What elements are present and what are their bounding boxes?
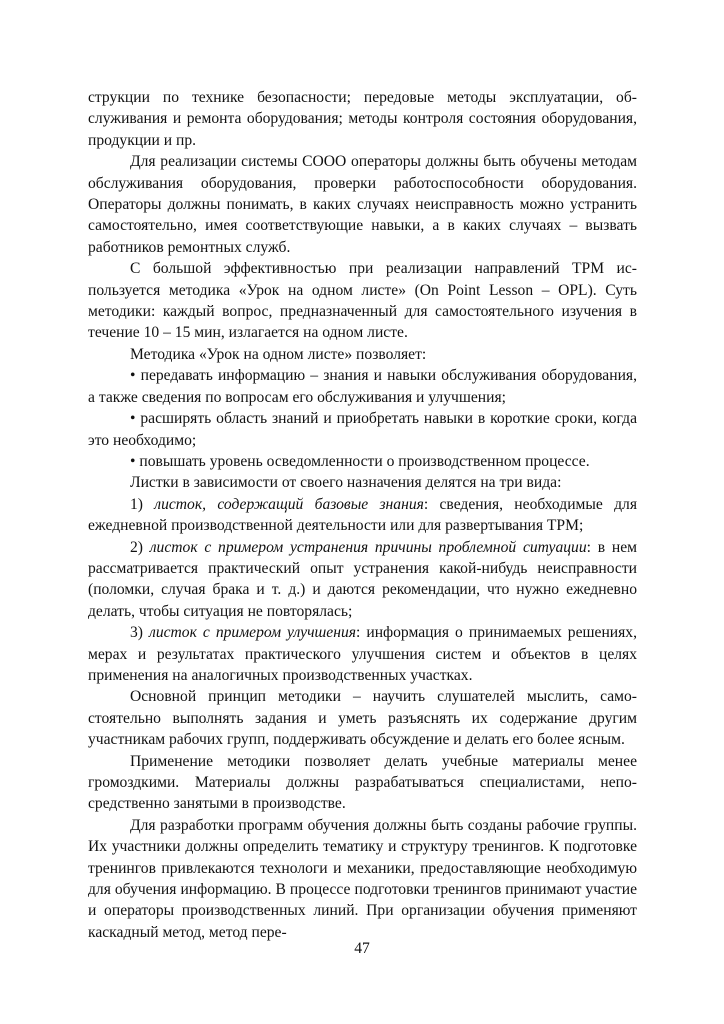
text-run: Листки в зависимости от своего назначения делятся на три вида: xyxy=(130,474,562,492)
paragraph xyxy=(88,472,637,493)
paragraph xyxy=(88,686,637,750)
paragraph xyxy=(88,815,637,943)
text-run: • передавать информацию – знания и навыки обслуживания оборудования, а также сведения по вопросам его обслуживания и улучшения; xyxy=(88,367,637,406)
text-run: : в нем рассматривается практический опыт устранения какой-нибудь неисправности (поломки, случая брака и т. д.) и даются рекомендации, что нужно ежедневно делать, чтобы ситуация не повторялась; xyxy=(88,538,637,620)
body-text xyxy=(88,87,637,943)
list-item xyxy=(88,408,637,451)
paragraph xyxy=(88,151,637,258)
text-run: Применение методики позволяет делать учебные материалы менее громоздкими. Материалы должны разрабатываться специалистами, непосредственно занятыми в производстве. xyxy=(88,752,637,813)
text-run: Для разработки программ обучения должны быть созданы рабочие группы. Их участники должны определить тематику и структуру тренингов. К подготовке тренингов привлекаются технологи и механики, предоставляющие необходимую для обучения информацию. В процессе подготовки тренингов принимают участие и операторы производственных линий. При организации обучения применяют каскадный метод, метод пере- xyxy=(88,816,637,941)
text-run: 2) xyxy=(130,538,150,556)
page-number: 47 xyxy=(354,940,370,957)
text-run: : информация о принимаемых решениях, мерах и результатах практического улучшения систем и объектов в целях применения на аналогичных производственных участках. xyxy=(88,624,638,684)
paragraph xyxy=(88,537,637,623)
italic-term: листок с примером улучшения xyxy=(149,624,356,642)
paragraph xyxy=(88,622,637,686)
paragraph xyxy=(88,258,637,344)
text-run: С большой эффективностью при реализации направлений TPM используется методика «Урок на одном листе» (On Point Lesson – OPL). Суть методики: каждый вопрос, предназначенный для самостоятельного изучения в течение 10 – 15 мин, излагается на одном листе. xyxy=(88,260,637,342)
paragraph xyxy=(88,751,637,815)
list-item xyxy=(88,451,637,472)
text-run: • расширять область знаний и приобретать навыки в короткие сроки, когда это необходимо; xyxy=(88,410,637,449)
list-item xyxy=(88,365,637,408)
italic-term: листок, содержащий базовые знания xyxy=(154,495,424,513)
text-run: струкции по технике безопасности; передовые методы эксплуатации, обслуживания и ремонта оборудования; методы контроля состояния оборудования, продукции и пр. xyxy=(88,89,637,149)
paragraph xyxy=(88,344,637,365)
text-run: : сведения, необходимые для ежедневной производственной деятельности или для развертывания TPM; xyxy=(88,495,637,535)
text-run: Методика «Урок на одном листе» позволяет: xyxy=(130,345,427,363)
text-run: • повышать уровень осведомленности о производственном процессе. xyxy=(130,452,590,470)
paragraph xyxy=(88,494,637,537)
paragraph xyxy=(88,87,637,151)
text-run: 3) xyxy=(130,624,150,642)
italic-term: листок с примером устранения причины проблемной ситуации xyxy=(149,538,587,556)
text-run: Для реализации системы СООО операторы должны быть обучены методам обслуживания оборудования, проверки работоспособности оборудования. Операторы должны понимать, в каких случаях неисправность можно устранить самостоятельно, имея соответствующие навыки, а в каких случаях – вызвать работников ремонтных служб. xyxy=(88,153,637,256)
text-run: 1) xyxy=(130,495,155,513)
text-run: Основной принцип методики – научить слушателей мыслить, самостоятельно выполнять задания и уметь разъяснять их содержание другим участникам рабочих групп, поддерживать обсуждение и делать его более ясным. xyxy=(88,688,637,749)
